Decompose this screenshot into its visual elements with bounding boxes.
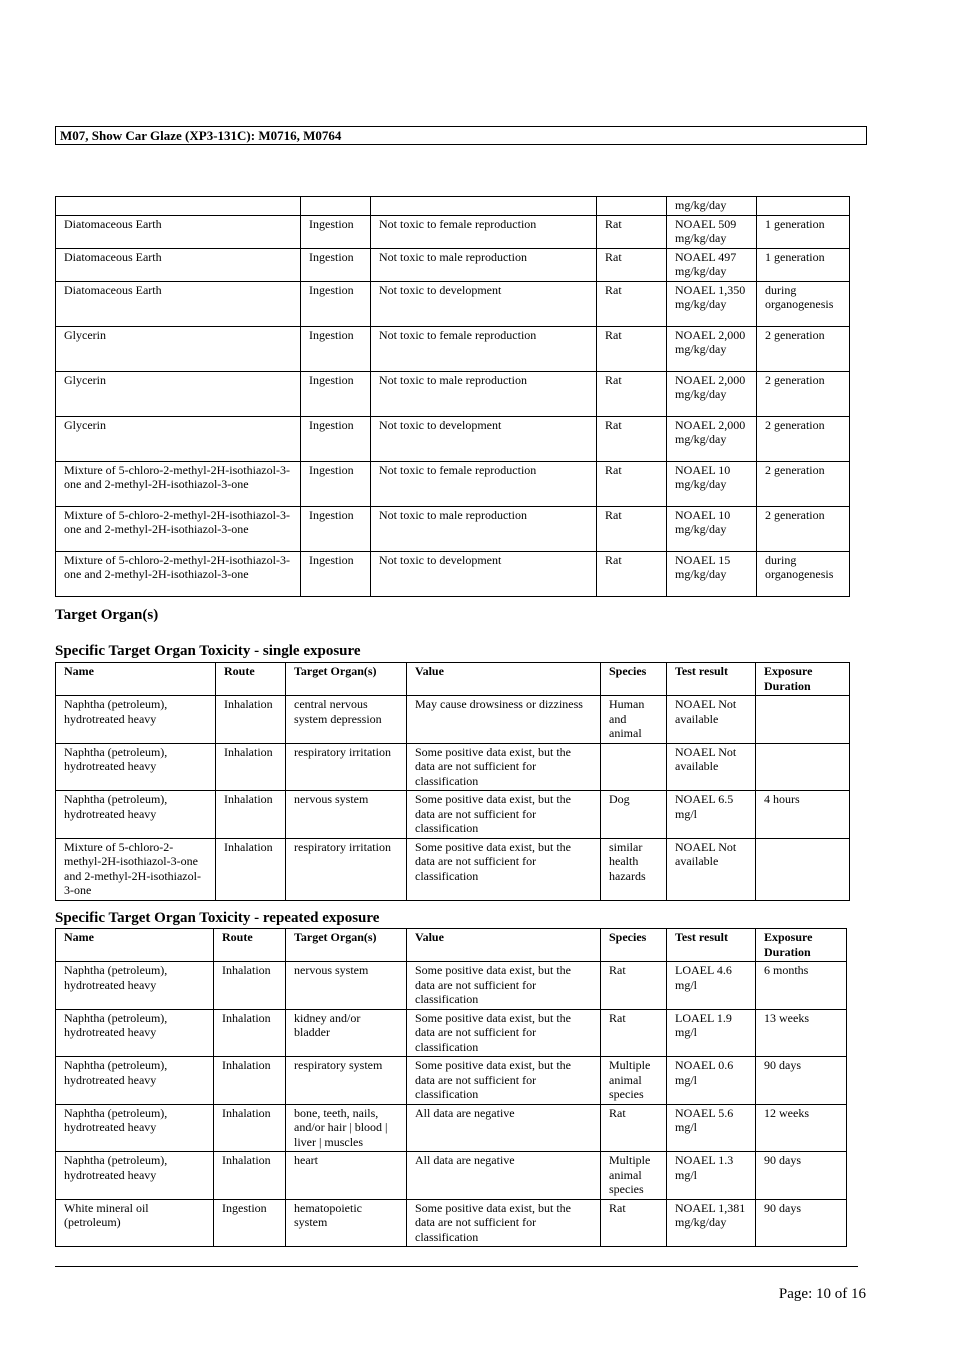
table-cell: Dog — [601, 791, 667, 839]
column-header: Name — [56, 929, 214, 962]
table-cell: Naphtha (petroleum), hydrotreated heavy — [56, 1009, 214, 1057]
table-cell: May cause drowsiness or dizziness — [407, 696, 601, 744]
column-header: Value — [407, 929, 601, 962]
table-cell: Some positive data exist, but the data are not sufficient for classification — [407, 1057, 601, 1105]
table-row — [56, 1009, 847, 1057]
table-cell: hematopoietic system — [286, 1199, 407, 1247]
table-cell: respiratory irritation — [286, 743, 407, 791]
table-cell: Mixture of 5-chloro-2-methyl-2H-isothiazol-3-one and 2-methyl-2H-isothiazol-3-one — [56, 551, 301, 596]
table-cell: NOAEL 6.5 mg/l — [667, 791, 756, 839]
table-cell: nervous system — [286, 962, 407, 1010]
table-cell: 13 weeks — [756, 1009, 847, 1057]
table-cell: 2 generation — [757, 506, 850, 551]
table-cell: LOAEL 4.6 mg/l — [667, 962, 756, 1010]
table-cell: NOAEL 1,350 mg/kg/day — [667, 281, 757, 326]
table-cell: 2 generation — [757, 461, 850, 506]
single-exposure-heading: Specific Target Organ Toxicity - single exposure — [55, 643, 361, 659]
table-row — [56, 1199, 847, 1247]
table-cell: Naphtha (petroleum), hydrotreated heavy — [56, 1152, 214, 1200]
table-row — [56, 281, 850, 326]
table-cell — [756, 696, 850, 744]
table-cell: Human and animal — [601, 696, 667, 744]
table-cell: Rat — [601, 1199, 667, 1247]
table-cell: Not toxic to development — [371, 416, 597, 461]
table-cell: 90 days — [756, 1057, 847, 1105]
table-row — [56, 326, 850, 371]
table-cell: Rat — [601, 962, 667, 1010]
table-cell: Rat — [597, 461, 667, 506]
table-cell: Diatomaceous Earth — [56, 248, 301, 281]
table-cell: Inhalation — [214, 1104, 286, 1152]
table-cell: Not toxic to development — [371, 551, 597, 596]
table-cell: Not toxic to female reproduction — [371, 215, 597, 248]
table-cell: Diatomaceous Earth — [56, 215, 301, 248]
table-cell: 6 months — [756, 962, 847, 1010]
table-cell: Inhalation — [216, 696, 286, 744]
table-cell: All data are negative — [407, 1152, 601, 1200]
table-cell: Not toxic to development — [371, 281, 597, 326]
table-cell: bone, teeth, nails, and/or hair | blood | liver | muscles — [286, 1104, 407, 1152]
table-cell: Multiple animal species — [601, 1057, 667, 1105]
document-header: M07, Show Car Glaze (XP3-131C): M0716, M0764 — [55, 126, 867, 145]
table-cell: NOAEL 497 mg/kg/day — [667, 248, 757, 281]
table-cell: Glycerin — [56, 371, 301, 416]
table-cell: Not toxic to female reproduction — [371, 461, 597, 506]
table-cell: during organogenesis — [757, 281, 850, 326]
table-cell: Ingestion — [301, 281, 371, 326]
table-cell: respiratory system — [286, 1057, 407, 1105]
table-cell: Ingestion — [301, 461, 371, 506]
table-cell: Inhalation — [216, 791, 286, 839]
table-cell: Naphtha (petroleum), hydrotreated heavy — [56, 791, 216, 839]
table-cell — [371, 197, 597, 216]
table-cell — [56, 197, 301, 216]
table-cell: mg/kg/day — [667, 197, 757, 216]
table-cell — [301, 197, 371, 216]
table-cell: central nervous system depression — [286, 696, 407, 744]
table-row — [56, 506, 850, 551]
table-cell: Ingestion — [301, 506, 371, 551]
table-cell — [601, 743, 667, 791]
table-cell: Some positive data exist, but the data are not sufficient for classification — [407, 791, 601, 839]
table-cell: Glycerin — [56, 416, 301, 461]
table-cell: Rat — [597, 551, 667, 596]
table-row — [56, 248, 850, 281]
reproductive-toxicity-table — [55, 196, 850, 597]
page-number: Page: 10 of 16 — [778, 1286, 866, 1302]
table-cell: Naphtha (petroleum), hydrotreated heavy — [56, 1104, 214, 1152]
table-cell — [756, 838, 850, 900]
repeated-exposure-body — [56, 962, 847, 1247]
table-cell: NOAEL 1,381 mg/kg/day — [667, 1199, 756, 1247]
column-header: Exposure Duration — [756, 663, 850, 696]
table-row — [56, 197, 850, 216]
table-cell: Naphtha (petroleum), hydrotreated heavy — [56, 962, 214, 1010]
table-row — [56, 743, 850, 791]
table-cell: NOAEL 2,000 mg/kg/day — [667, 416, 757, 461]
column-header: Test result — [667, 663, 756, 696]
table-row — [56, 838, 850, 900]
column-header: Target Organ(s) — [286, 929, 407, 962]
column-header: Name — [56, 663, 216, 696]
table-cell: 1 generation — [757, 248, 850, 281]
column-header: Test result — [667, 929, 756, 962]
table-cell: Some positive data exist, but the data are not sufficient for classification — [407, 1009, 601, 1057]
table-cell: kidney and/or bladder — [286, 1009, 407, 1057]
table-cell: 90 days — [756, 1152, 847, 1200]
table-cell: NOAEL 0.6 mg/l — [667, 1057, 756, 1105]
table-row — [56, 416, 850, 461]
table-cell: Ingestion — [301, 371, 371, 416]
reproductive-toxicity-body — [56, 197, 850, 597]
table-cell: Rat — [597, 506, 667, 551]
repeated-exposure-table — [55, 928, 847, 1247]
table-cell: Rat — [597, 248, 667, 281]
table-cell: Rat — [597, 416, 667, 461]
table-cell: Some positive data exist, but the data are not sufficient for classification — [407, 743, 601, 791]
table-cell: All data are negative — [407, 1104, 601, 1152]
table-row — [56, 461, 850, 506]
table-cell: 12 weeks — [756, 1104, 847, 1152]
table-cell: Rat — [597, 326, 667, 371]
table-cell: Glycerin — [56, 326, 301, 371]
table-cell: Inhalation — [216, 743, 286, 791]
table-cell: Inhalation — [214, 1057, 286, 1105]
table-row — [56, 1104, 847, 1152]
column-header: Species — [601, 929, 667, 962]
table-cell: Rat — [597, 281, 667, 326]
table-cell: Not toxic to male reproduction — [371, 248, 597, 281]
table-cell: 2 generation — [757, 371, 850, 416]
table-cell: 4 hours — [756, 791, 850, 839]
column-header: Value — [407, 663, 601, 696]
table-cell: Some positive data exist, but the data are not sufficient for classification — [407, 838, 601, 900]
table-cell: NOAEL 10 mg/kg/day — [667, 461, 757, 506]
table-cell: NOAEL 509 mg/kg/day — [667, 215, 757, 248]
table-cell: 2 generation — [757, 326, 850, 371]
column-header: Target Organ(s) — [286, 663, 407, 696]
table-cell: similar health hazards — [601, 838, 667, 900]
table-cell: Diatomaceous Earth — [56, 281, 301, 326]
table-row — [56, 551, 850, 596]
table-cell: LOAEL 1.9 mg/l — [667, 1009, 756, 1057]
table-cell: NOAEL 15 mg/kg/day — [667, 551, 757, 596]
column-header: Exposure Duration — [756, 929, 847, 962]
table-cell: 90 days — [756, 1199, 847, 1247]
table-cell: 1 generation — [757, 215, 850, 248]
target-organs-heading: Target Organ(s) — [55, 607, 159, 623]
table-cell: Naphtha (petroleum), hydrotreated heavy — [56, 743, 216, 791]
column-header: Species — [601, 663, 667, 696]
table-row — [56, 962, 847, 1010]
footer-divider — [55, 1266, 858, 1267]
table-cell: Rat — [601, 1104, 667, 1152]
table-cell: Ingestion — [301, 215, 371, 248]
table-cell — [756, 743, 850, 791]
table-cell: Some positive data exist, but the data are not sufficient for classification — [407, 962, 601, 1010]
table-cell: Inhalation — [214, 1152, 286, 1200]
table-row — [56, 1057, 847, 1105]
table-cell: Ingestion — [301, 551, 371, 596]
table-cell: nervous system — [286, 791, 407, 839]
column-header: Route — [216, 663, 286, 696]
table-cell: Naphtha (petroleum), hydrotreated heavy — [56, 1057, 214, 1105]
repeated-exposure-heading: Specific Target Organ Toxicity - repeated exposure — [55, 910, 380, 926]
table-cell: 2 generation — [757, 416, 850, 461]
table-cell: Ingestion — [301, 326, 371, 371]
table-cell: NOAEL Not available — [667, 743, 756, 791]
table-cell: Mixture of 5-chloro-2-methyl-2H-isothiazol-3-one and 2-methyl-2H-isothiazol-3-one — [56, 461, 301, 506]
table-cell: NOAEL 2,000 mg/kg/day — [667, 371, 757, 416]
single-exposure-header-row — [56, 663, 850, 696]
table-row — [56, 215, 850, 248]
table-cell: NOAEL 1.3 mg/l — [667, 1152, 756, 1200]
table-cell: White mineral oil (petroleum) — [56, 1199, 214, 1247]
table-cell: Some positive data exist, but the data are not sufficient for classification — [407, 1199, 601, 1247]
table-cell — [757, 197, 850, 216]
table-cell: Ingestion — [301, 416, 371, 461]
table-row — [56, 371, 850, 416]
table-cell: NOAEL 5.6 mg/l — [667, 1104, 756, 1152]
table-cell: Mixture of 5-chloro-2-methyl-2H-isothiazol-3-one and 2-methyl-2H-isothiazol-3-one — [56, 838, 216, 900]
table-cell: Rat — [597, 371, 667, 416]
table-cell: NOAEL Not available — [667, 696, 756, 744]
table-cell: Naphtha (petroleum), hydrotreated heavy — [56, 696, 216, 744]
table-cell: Rat — [601, 1009, 667, 1057]
table-cell: Rat — [597, 215, 667, 248]
table-cell: Mixture of 5-chloro-2-methyl-2H-isothiazol-3-one and 2-methyl-2H-isothiazol-3-one — [56, 506, 301, 551]
table-cell: Ingestion — [301, 248, 371, 281]
table-cell: Inhalation — [216, 838, 286, 900]
single-exposure-body — [56, 696, 850, 901]
table-row — [56, 696, 850, 744]
table-cell: NOAEL Not available — [667, 838, 756, 900]
table-cell: Not toxic to male reproduction — [371, 506, 597, 551]
column-header: Route — [214, 929, 286, 962]
repeated-exposure-header-row — [56, 929, 847, 962]
table-cell: Ingestion — [214, 1199, 286, 1247]
table-cell: during organogenesis — [757, 551, 850, 596]
table-row — [56, 791, 850, 839]
table-row — [56, 1152, 847, 1200]
table-cell: Not toxic to female reproduction — [371, 326, 597, 371]
table-cell: Multiple animal species — [601, 1152, 667, 1200]
table-cell: Inhalation — [214, 962, 286, 1010]
table-cell: heart — [286, 1152, 407, 1200]
table-cell: Not toxic to male reproduction — [371, 371, 597, 416]
table-cell: NOAEL 10 mg/kg/day — [667, 506, 757, 551]
single-exposure-table — [55, 662, 850, 901]
table-cell: NOAEL 2,000 mg/kg/day — [667, 326, 757, 371]
table-cell: Inhalation — [214, 1009, 286, 1057]
table-cell: respiratory irritation — [286, 838, 407, 900]
table-cell — [597, 197, 667, 216]
